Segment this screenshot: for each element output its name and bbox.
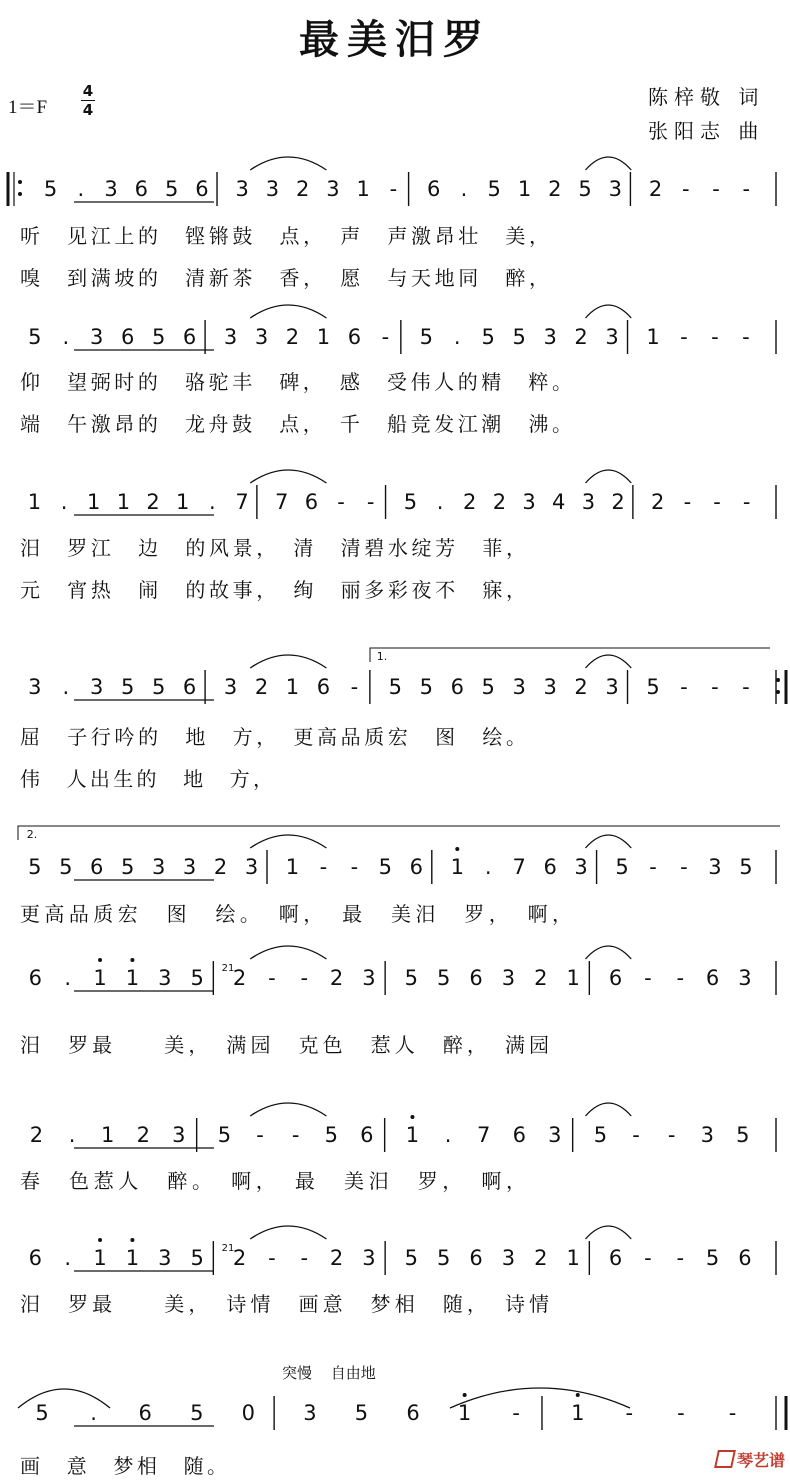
slur	[250, 1226, 326, 1239]
dash-extender: -	[680, 675, 688, 699]
lyric-line: 嗅 到满坡的 清新茶 香， 愿 与天地同 醉，	[20, 266, 549, 290]
note: 5	[481, 675, 495, 699]
note: 3	[90, 325, 104, 349]
note: 3	[362, 966, 376, 990]
note: 5	[512, 325, 526, 349]
note: 3	[326, 177, 340, 201]
note: 6	[28, 966, 43, 990]
note: 1	[87, 490, 101, 514]
note: 6	[469, 966, 483, 990]
dash-extender: -	[389, 177, 398, 201]
lyric-line: 更高品质宏 图 绘。 啊， 最 美汨 罗， 啊，	[20, 902, 572, 926]
note: 5	[28, 855, 42, 879]
note: 7	[235, 490, 249, 514]
note: 5	[190, 966, 204, 990]
note: 1	[517, 177, 532, 201]
note: 6	[427, 177, 441, 201]
note: 2	[574, 675, 588, 699]
note: 3	[158, 1246, 172, 1270]
note: 5	[190, 1246, 204, 1270]
dash-extender: -	[350, 675, 359, 699]
time-signature-bottom: 4	[82, 101, 94, 119]
high-octave-dot	[463, 1393, 467, 1397]
tempo-marking: 突慢 自由地	[282, 1364, 376, 1382]
note: 3	[104, 177, 118, 201]
dash-extender: -	[742, 675, 750, 699]
slur	[586, 1226, 632, 1239]
dash-extender: -	[268, 1246, 276, 1270]
note: 3	[738, 966, 752, 990]
note: 5	[43, 177, 58, 201]
note: 3	[244, 855, 259, 879]
slur	[250, 1103, 326, 1116]
dash-extender: -	[300, 966, 309, 990]
note: 6	[409, 855, 424, 879]
note: 5	[388, 675, 403, 699]
dash-extender: -	[676, 1246, 685, 1270]
note: 3	[223, 325, 238, 349]
dash-extender: -	[366, 490, 375, 514]
dash-extender: -	[350, 855, 359, 879]
note: 1	[176, 490, 190, 514]
dash-extender: -	[649, 855, 657, 879]
note: 6	[608, 966, 623, 990]
note: 3	[223, 675, 238, 699]
note: 2	[534, 966, 548, 990]
note: 6	[304, 490, 319, 514]
repeat-dot	[776, 690, 780, 694]
high-octave-dot	[98, 1238, 102, 1242]
augmentation-dot: .	[436, 490, 444, 514]
note: 5	[217, 1123, 232, 1147]
dash-extender: -	[742, 325, 750, 349]
note: 3	[522, 490, 536, 514]
lyric-line: 屈 子行吟的 地 方， 更高品质宏 图 绘。	[20, 725, 526, 749]
lyric-line: 端 午激昂的 龙舟鼓 点， 千 船竞发江潮 沸。	[20, 412, 572, 436]
note: 1	[116, 490, 131, 514]
note: 7	[476, 1123, 491, 1147]
note: 6	[543, 855, 557, 879]
augmentation-dot: .	[60, 490, 68, 514]
note: 6	[28, 1246, 43, 1270]
augmentation-dot: .	[209, 490, 216, 514]
repeat-dot	[776, 678, 780, 682]
repeat-dot	[18, 180, 22, 184]
note: 3	[362, 1246, 376, 1270]
note: 2	[329, 966, 344, 990]
dash-extender: -	[680, 325, 688, 349]
note: 3	[512, 675, 526, 699]
note: 6	[512, 1123, 526, 1147]
slur	[586, 946, 632, 959]
note: 6	[406, 1401, 420, 1425]
dash-extender: -	[291, 1123, 300, 1147]
note: 3	[90, 675, 104, 699]
note: 2	[648, 177, 663, 201]
lyric-line: 汨 罗江 边 的风景， 清 清碧水绽芳 菲，	[20, 536, 526, 560]
dash-extender: -	[337, 490, 345, 514]
note: 3	[28, 675, 42, 699]
note: 2	[213, 855, 228, 879]
note: 3	[608, 177, 622, 201]
note: 2	[285, 325, 300, 349]
note: 5	[487, 177, 501, 201]
note: 2	[574, 325, 588, 349]
slur	[586, 655, 632, 668]
high-octave-dot	[455, 847, 459, 851]
slur	[250, 470, 326, 483]
note: 5	[646, 675, 660, 699]
note: 5	[404, 1246, 419, 1270]
note: 1	[316, 325, 331, 349]
note: 6	[182, 325, 197, 349]
note: 1	[450, 855, 464, 879]
note: 6	[90, 855, 104, 879]
note: 2	[534, 1246, 548, 1270]
lyric-line: 仰 望弼时的 骆驼丰 碑， 感 受伟人的精 粹。	[20, 370, 572, 394]
note: 2	[611, 490, 625, 514]
note: 3	[543, 675, 557, 699]
augmentation-dot: .	[64, 1246, 72, 1270]
augmentation-dot: .	[444, 1123, 452, 1147]
dash-extender: -	[644, 1246, 652, 1270]
note: 5	[28, 325, 42, 349]
note: 6	[134, 177, 149, 201]
high-octave-dot	[98, 958, 102, 962]
breath-mark: 21	[221, 963, 235, 974]
note: 5	[705, 1246, 720, 1270]
dash-extender: -	[682, 177, 690, 201]
note: 5	[121, 675, 135, 699]
note: 0	[241, 1401, 256, 1425]
note: 6	[705, 966, 720, 990]
slur	[586, 305, 632, 318]
dash-extender: -	[711, 325, 719, 349]
note: 1	[405, 1123, 420, 1147]
note: 6	[347, 325, 362, 349]
note: 5	[419, 675, 434, 699]
dash-extender: -	[319, 855, 328, 879]
note: 6	[182, 675, 197, 699]
dash-extender: -	[680, 855, 688, 879]
note: 3	[151, 855, 166, 879]
note: 1	[125, 966, 140, 990]
note: 1	[93, 966, 107, 990]
note: 1	[93, 1246, 107, 1270]
note: 3	[548, 1123, 562, 1147]
dash-extender: -	[676, 966, 685, 990]
note: 6	[450, 675, 464, 699]
watermark-text: 琴艺谱	[737, 1451, 786, 1470]
slur	[250, 305, 326, 318]
note: 5	[59, 855, 73, 879]
note: 6	[195, 177, 209, 201]
note: 1	[571, 1401, 585, 1425]
lyricist-credit: 陈梓敬 词	[648, 85, 765, 109]
note: 3	[501, 1246, 516, 1270]
dash-extender: -	[300, 1246, 309, 1270]
slur	[586, 157, 632, 170]
note: 5	[437, 1246, 451, 1270]
note: 3	[574, 855, 588, 879]
note: 6	[121, 325, 135, 349]
slur	[250, 157, 326, 170]
note: 3	[265, 177, 280, 201]
dash-extender: -	[742, 490, 751, 514]
note: 2	[29, 1123, 44, 1147]
note: 5	[121, 855, 135, 879]
note: 6	[608, 1246, 623, 1270]
lyric-line: 伟 人出生的 地 方，	[20, 767, 273, 791]
note: 1	[27, 490, 42, 514]
note: 5	[739, 855, 753, 879]
dash-extender: -	[632, 1123, 640, 1147]
note: 5	[404, 966, 419, 990]
slur	[250, 946, 326, 959]
note: 5	[151, 325, 166, 349]
note: 2	[492, 490, 507, 514]
note: 2	[232, 966, 247, 990]
note: 5	[419, 325, 434, 349]
note: 5	[437, 966, 451, 990]
second-ending-bracket	[18, 826, 780, 840]
note: 2	[146, 490, 160, 514]
note: 1	[356, 177, 370, 201]
dash-extender: -	[742, 177, 751, 201]
note: 1	[285, 855, 300, 879]
dash-extender: -	[712, 177, 720, 201]
note: 2	[254, 675, 269, 699]
key-signature: 1＝F	[8, 97, 48, 118]
augmentation-dot: .	[64, 966, 72, 990]
augmentation-dot: .	[484, 855, 492, 879]
note: 3	[605, 675, 619, 699]
note: 1	[646, 325, 660, 349]
note: 5	[736, 1123, 750, 1147]
note: 5	[164, 177, 179, 201]
note: 1	[125, 1246, 140, 1270]
augmentation-dot: .	[62, 675, 70, 699]
note: 6	[738, 1246, 752, 1270]
dash-extender: -	[711, 675, 719, 699]
lyric-line: 画 意 梦相 随。	[20, 1454, 227, 1478]
augmentation-dot: .	[62, 325, 70, 349]
dash-extender: -	[728, 1401, 737, 1425]
note: 3	[501, 966, 516, 990]
note: 1	[285, 675, 300, 699]
note: 2	[651, 490, 665, 514]
note: 5	[151, 675, 166, 699]
slur	[586, 1103, 632, 1116]
high-octave-dot	[576, 1393, 580, 1397]
augmentation-dot: .	[460, 177, 468, 201]
note: 6	[469, 1246, 483, 1270]
note: 1	[566, 1246, 580, 1270]
augmentation-dot: .	[68, 1123, 76, 1147]
slur	[250, 835, 326, 848]
high-octave-dot	[410, 1115, 414, 1119]
note: 3	[182, 855, 197, 879]
note: 3	[303, 1401, 317, 1425]
augmentation-dot: .	[453, 325, 461, 349]
note: 5	[324, 1123, 338, 1147]
composer-credit: 张阳志 曲	[648, 119, 765, 143]
note: 2	[295, 177, 310, 201]
dash-extender: -	[268, 966, 276, 990]
note: 3	[708, 855, 722, 879]
note: 3	[254, 325, 269, 349]
note: 5	[378, 855, 393, 879]
lyric-line: 元 宵热 闹 的故事， 绚 丽多彩夜不 寐，	[20, 578, 526, 602]
note: 5	[354, 1401, 369, 1425]
note: 7	[275, 490, 289, 514]
note: 4	[552, 490, 566, 514]
note: 3	[158, 966, 172, 990]
breath-mark: 21	[221, 1243, 235, 1254]
note: 5	[481, 325, 495, 349]
note: 3	[581, 490, 596, 514]
augmentation-dot: .	[90, 1401, 97, 1425]
note: 2	[232, 1246, 247, 1270]
note: 5	[593, 1123, 608, 1147]
dash-extender: -	[381, 325, 390, 349]
dash-extender: -	[256, 1123, 264, 1147]
lyric-line: 汨 罗最 美， 满园 克色 惹人 醉， 满园	[20, 1033, 549, 1057]
repeat-dot	[18, 192, 22, 196]
note: 1	[457, 1401, 472, 1425]
first-ending-label: 1.	[376, 650, 388, 663]
song-title: 最美汨罗	[299, 17, 491, 63]
note: 2	[136, 1123, 150, 1147]
dash-extender: -	[512, 1401, 520, 1425]
dash-extender: -	[683, 490, 692, 514]
slur	[450, 1388, 630, 1408]
note: 6	[360, 1123, 374, 1147]
note: 3	[543, 325, 557, 349]
note: 2	[463, 490, 477, 514]
lyric-line: 春 色惹人 醉。 啊， 最 美汨 罗， 啊，	[20, 1169, 526, 1193]
augmentation-dot: .	[77, 177, 85, 201]
note: 2	[329, 1246, 344, 1270]
time-signature-top: 4	[82, 82, 94, 100]
note: 5	[403, 490, 418, 514]
high-octave-dot	[130, 1238, 134, 1242]
note: 7	[512, 855, 526, 879]
note: 2	[548, 177, 562, 201]
dash-extender: -	[644, 966, 652, 990]
dash-extender: -	[625, 1401, 634, 1425]
note: 5	[190, 1401, 204, 1425]
second-ending-label: 2.	[26, 828, 38, 841]
note: 3	[605, 325, 619, 349]
note: 5	[35, 1401, 49, 1425]
note: 1	[100, 1123, 115, 1147]
note: 6	[138, 1401, 152, 1425]
note: 3	[235, 177, 249, 201]
dash-extender: -	[667, 1123, 676, 1147]
lyric-line: 汨 罗最 美， 诗情 画意 梦相 随， 诗情	[20, 1292, 549, 1316]
slur	[586, 470, 632, 483]
first-ending-bracket	[370, 648, 770, 662]
note: 5	[578, 177, 592, 201]
note: 1	[566, 966, 580, 990]
high-octave-dot	[130, 958, 134, 962]
note: 5	[615, 855, 629, 879]
slur	[250, 655, 326, 668]
note: 3	[700, 1123, 714, 1147]
note: 6	[316, 675, 331, 699]
dash-extender: -	[677, 1401, 685, 1425]
slur	[586, 835, 632, 848]
dash-extender: -	[713, 490, 721, 514]
lyric-line: 听 见江上的 铿锵鼓 点， 声 声激昂壮 美，	[20, 224, 549, 248]
note: 3	[172, 1123, 186, 1147]
